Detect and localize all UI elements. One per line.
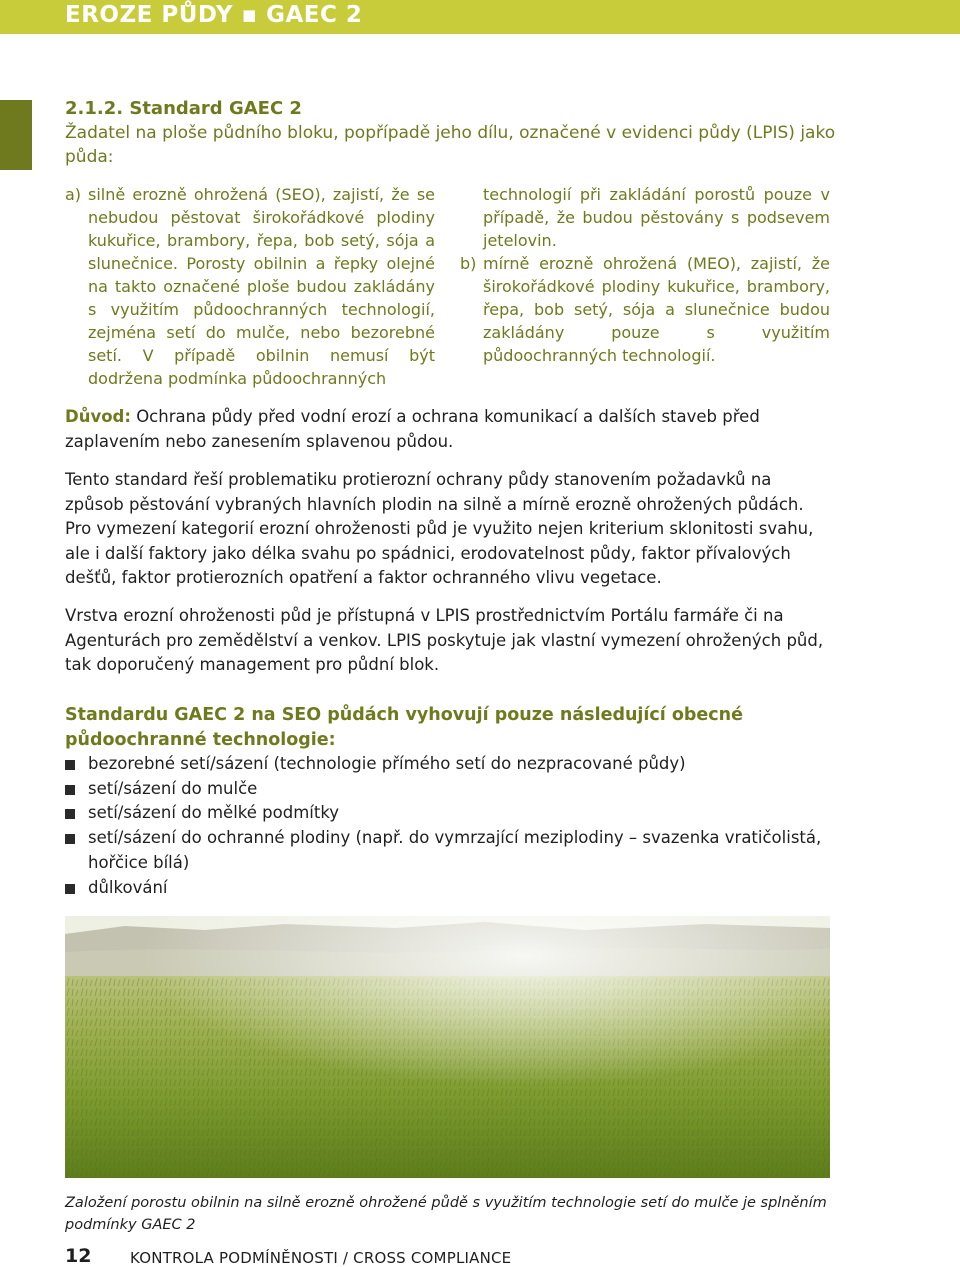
reason-paragraph (65, 405, 830, 454)
condition-a (65, 183, 435, 390)
field-photo-image (65, 916, 830, 1178)
bullet-square-icon (65, 834, 75, 844)
section-marker (0, 100, 32, 170)
condition-b (460, 252, 830, 367)
conditions-right-column (460, 183, 830, 367)
header-bar (0, 0, 960, 34)
list-item-text: setí/sázení do ochranné plodiny (např. do vymrzající meziplodiny – svazenka vratičolistá, hořčice bílá) (88, 828, 822, 872)
conditions-left-column (65, 183, 435, 390)
section-intro: Žadatel na ploše půdního bloku, popřípadě jeho dílu, označené v evidenci půdy (LPIS) jako půda: (65, 123, 836, 167)
reason-label: Důvod: (65, 407, 131, 426)
condition-a-continued: technologií při zakládání porostů pouze v případě, že budou pěstovány s podsevem jetelovin. (483, 185, 830, 250)
bullet-square-icon (65, 809, 75, 819)
technologies-heading: Standardu GAEC 2 na SEO půdách vyhovují pouze následující obecné půdoochranné technologie: (65, 705, 744, 750)
bullet-square-icon (65, 884, 75, 894)
list-item (65, 876, 830, 901)
page-number: 12 (65, 1245, 92, 1267)
list-item (65, 826, 830, 875)
list-item-text: bezorebné setí/sázení (technologie přímého setí do nezpracované půdy) (88, 754, 686, 773)
condition-b-label: b) (460, 254, 477, 273)
list-item (65, 777, 830, 802)
list-item-text: důlkování (88, 877, 168, 897)
photo-caption: Založení porostu obilnin na silně erozně ohrožené půdě s využitím technologie setí do mulče je splněním podmínky GAEC 2 (65, 1195, 827, 1233)
paragraph-lpis-layer: Vrstva erozní ohroženosti půd je přístupná v LPIS prostřednictvím Portálu farmáře či na Agenturách pro zemědělství a venkov. LPIS poskytuje jak vlastní vymezení ohrožených půd, tak doporučený management pro půdní blok. (65, 606, 824, 674)
list-item-text: setí/sázení do mulče (88, 778, 258, 798)
header-title: EROZE PŮDY ▪ GAEC 2 (65, 2, 363, 28)
condition-a-text: silně erozně ohrožená (SEO), zajistí, že se nebudou pěstovat širokořádkové plodiny kukuřice, brambory, řepa, bob setý, sója a slunečnice. Porosty obilnin a řepky olejné na takto označené ploše budou zakládány s využitím půdoochranných technologií, zejména setí do mulče, nebo bezorebné setí. V případě obilnin nemusí být dodržena podmínka půdoochranných (88, 185, 435, 388)
list-item (65, 801, 830, 826)
footer-title: KONTROLA PODMÍNĚNOSTI / CROSS COMPLIANCE (130, 1249, 512, 1267)
bullet-square-icon (65, 760, 75, 770)
list-item-text: setí/sázení do mělké podmítky (88, 803, 340, 823)
field-photo (65, 916, 830, 1178)
reason-text: Ochrana půdy před vodní erozí a ochrana komunikací a dalších staveb před zaplavením nebo zanesením splavenou půdou. (65, 407, 760, 451)
condition-a-label: a) (65, 185, 82, 204)
section-heading: 2.1.2. Standard GAEC 2 (65, 98, 302, 119)
paragraph-standard-description: Tento standard řeší problematiku protierozní ochrany půdy stanovením požadavků na způsob pěstování vybraných hlavních plodin na silně a mírně erozně ohrožených půdách. Pro vymezení kategorií erozní ohroženosti půd je využito nejen kriterium sklonitosti svahu, ale i další faktory jako délka svahu po spádnici, erodovatelnost půdy, faktor přívalových dešťů, faktor protierozních opatření a faktor ochranného vlivu vegetace. (65, 470, 814, 587)
bullet-square-icon (65, 785, 75, 795)
condition-b-text: mírně erozně ohrožená (MEO), zajistí, že širokořádkové plodiny kukuřice, brambory, řepa, bob setý, sója a slunečnice budou zakládány pouze s využitím půdoochranných technologií. (483, 254, 830, 365)
list-item (65, 752, 830, 777)
technologies-list (65, 752, 830, 900)
